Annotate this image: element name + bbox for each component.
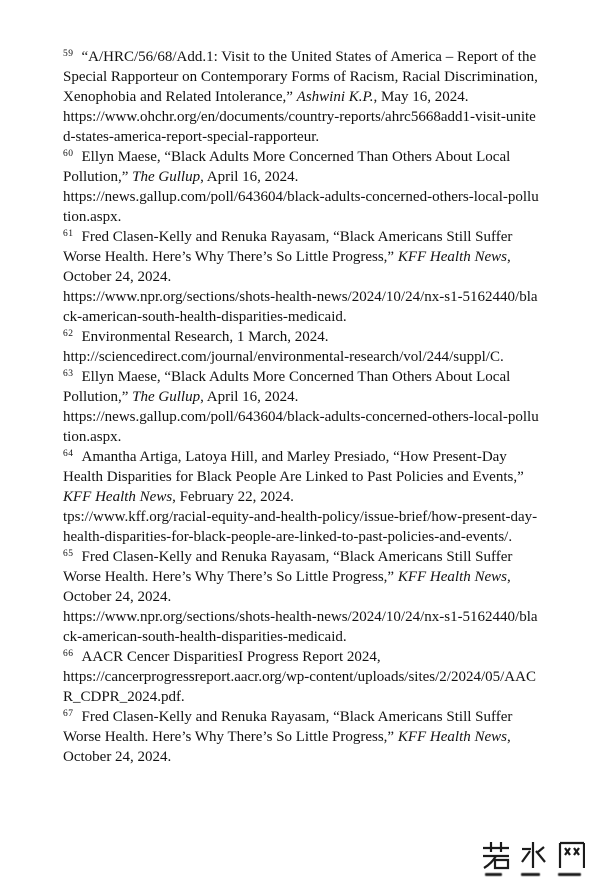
citation-run: , May 16, 2024. (373, 89, 469, 105)
footnote-url: https://news.gallup.com/poll/643604/black-adults-concerned-others-local-pollution.aspx. (63, 189, 539, 225)
citation-run: , October 24, 2024. (63, 729, 511, 765)
watermark-subtext-mark (558, 873, 581, 876)
citation-run: , February 22, 2024. (172, 489, 294, 505)
footnote-url: tps://www.kff.org/racial-equity-and-health-policy/issue-brief/how-present-day-health-disparities-for-black-people-are-linked-to-past-policies-and-events/. (63, 509, 538, 545)
citation-run: , October 24, 2024. (63, 249, 511, 285)
footnote-number: 67 (63, 709, 74, 719)
citation-run-italic: The Gullup (132, 169, 201, 185)
footnote-number: 62 (63, 329, 74, 339)
citation-run: Ellyn Maese, “Black Adults More Concerned Than Others About Local Pollution,” (63, 369, 511, 405)
footnote-item (63, 707, 540, 767)
footnote-url: https://www.npr.org/sections/shots-health-news/2024/10/24/nx-s1-5162440/black-american-south-health-disparities-medicaid. (63, 609, 538, 645)
citation-run: Fred Clasen-Kelly and Renuka Rayasam, “Black Americans Still Suffer Worse Health. Here’s Why There’s So Little Progress,” (63, 549, 513, 585)
footnote-item (63, 447, 540, 547)
citation-run: Amantha Artiga, Latoya Hill, and Marley Presiado, “How Present-Day Health Disparities for Black People Are Linked to Past Policies and Events,” (63, 449, 524, 485)
citation-run: Ellyn Maese, “Black Adults More Concerned Than Others About Local Pollution,” (63, 149, 511, 185)
citation-run: , April 16, 2024. (200, 389, 299, 405)
footnote-number: 59 (63, 49, 74, 59)
footnote-item (63, 327, 540, 367)
footnote-url: https://cancerprogressreport.aacr.org/wp-content/uploads/sites/2/2024/05/AACR_CDPR_2024.pdf. (63, 669, 536, 705)
watermark (478, 840, 588, 876)
footnote-item (63, 147, 540, 227)
footnote-item (63, 547, 540, 647)
citation-run-italic: The Gullup (132, 389, 201, 405)
hanzi-shui-glyph (522, 842, 545, 868)
citation-run: Environmental Research, 1 March, 2024. (81, 329, 329, 345)
citation-run: AACR Cencer DisparitiesI Progress Report 2024, (81, 649, 381, 665)
watermark-subtext-mark (485, 873, 502, 876)
footnote-url: https://www.npr.org/sections/shots-health-news/2024/10/24/nx-s1-5162440/black-american-south-health-disparities-medicaid. (63, 289, 538, 325)
watermark-subtext-mark (521, 873, 540, 876)
footnote-number: 66 (63, 649, 74, 659)
footnote-item (63, 647, 540, 707)
footnote-list (63, 47, 540, 767)
footnote-item (63, 227, 540, 327)
citation-run-italic: KFF Health News (397, 729, 507, 745)
citation-run-italic: KFF Health News (397, 249, 507, 265)
citation-run-italic: KFF Health News (63, 489, 173, 505)
citation-run: , October 24, 2024. (63, 569, 511, 605)
footnote-number: 64 (63, 449, 74, 459)
footnote-url: https://www.ohchr.org/en/documents/country-reports/ahrc5668add1-visit-united-states-america-report-special-rapporteur. (63, 109, 536, 145)
footnote-item (63, 47, 540, 147)
footnote-number: 65 (63, 549, 74, 559)
hanzi-ruo-glyph (483, 842, 509, 868)
citation-run: Fred Clasen-Kelly and Renuka Rayasam, “Black Americans Still Suffer Worse Health. Here’s Why There’s So Little Progress,” (63, 709, 513, 745)
footnote-number: 60 (63, 149, 74, 159)
footnote-item (63, 367, 540, 447)
citation-run-italic: Ashwini K.P. (296, 89, 374, 105)
footnote-number: 61 (63, 229, 74, 239)
watermark-subtext (478, 873, 588, 876)
footnote-number: 63 (63, 369, 74, 379)
ruoshuiwang-logo-icon (481, 840, 585, 870)
citation-run-italic: KFF Health News (397, 569, 507, 585)
footnote-url: https://news.gallup.com/poll/643604/black-adults-concerned-others-local-pollution.aspx. (63, 409, 539, 445)
citation-run: Fred Clasen-Kelly and Renuka Rayasam, “Black Americans Still Suffer Worse Health. Here’s Why There’s So Little Progress,” (63, 229, 513, 265)
footnote-url: http://sciencedirect.com/journal/environmental-research/vol/244/suppl/C. (63, 349, 504, 365)
citation-run: “A/HRC/56/68/Add.1: Visit to the United States of America – Report of the Special Rapporteur on Contemporary Forms of Racism, Racial Discrimination, Xenophobia and Related Intolerance,” (63, 49, 538, 105)
hanzi-wang-glyph (560, 843, 584, 868)
citation-run: , April 16, 2024. (200, 169, 299, 185)
